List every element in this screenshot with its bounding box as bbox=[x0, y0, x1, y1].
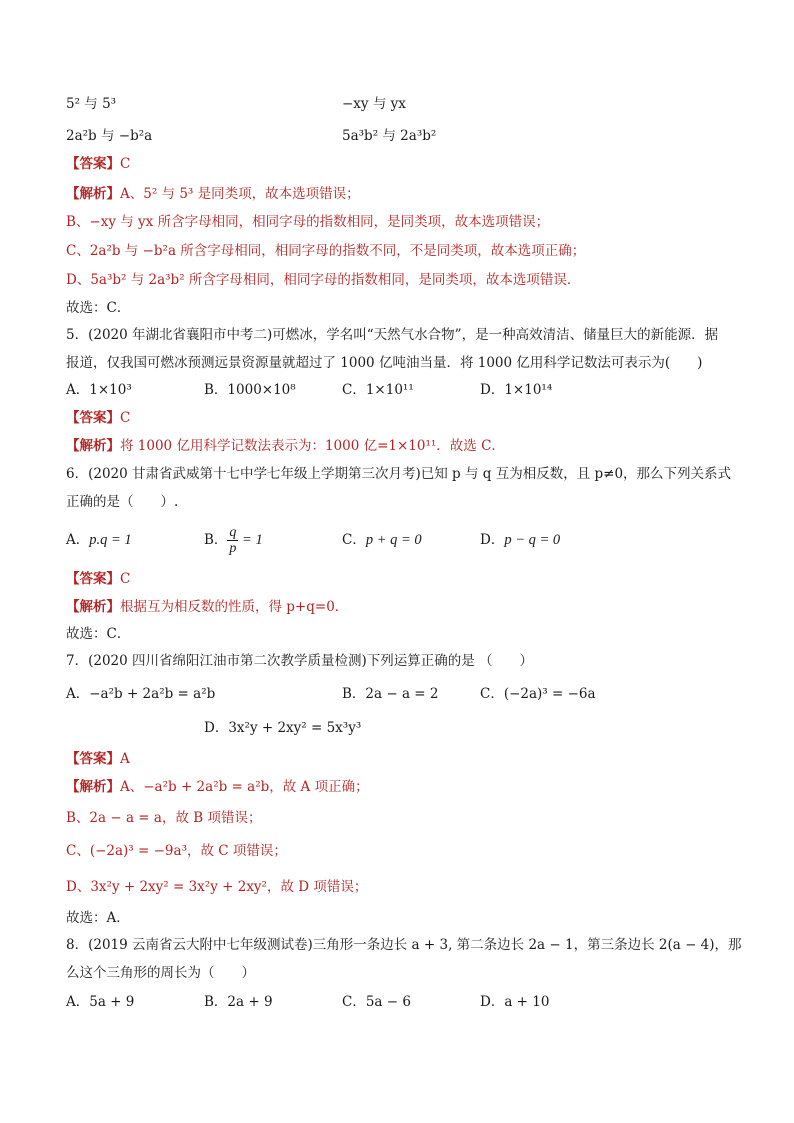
q6-stem-line2: 正确的是（ ）. bbox=[66, 494, 179, 510]
q7-analysis-c: C、(−2a)³ = −9a³，故 C 项错误； bbox=[66, 843, 287, 859]
analysis-text: 根据互为相反数的性质，得 p+q=0． bbox=[120, 599, 349, 615]
analysis-text: 将 1000 亿用科学记数法表示为：1000 亿=1×10¹¹．故选 C． bbox=[120, 438, 505, 454]
q8-option-a: A．5a + 9 bbox=[66, 994, 135, 1010]
q5-option-c: C．1×10¹¹ bbox=[342, 382, 414, 398]
answer-value: C bbox=[120, 156, 131, 172]
option-math: = 1 bbox=[238, 532, 263, 548]
q8-option-c: C．5a − 6 bbox=[342, 994, 411, 1010]
q4-analysis-a bbox=[66, 184, 360, 204]
q6-option-c bbox=[342, 530, 422, 550]
q6-stem-line1: 6．(2020 甘肃省武威第十七中学七年级上学期第三次月考)已知 p 与 q 互为相反数，且 p≠0，那么下列关系式 bbox=[66, 466, 732, 482]
fraction bbox=[227, 525, 238, 556]
numerator: q bbox=[229, 525, 237, 540]
analysis-tag: 【解析】 bbox=[66, 186, 120, 202]
q7-answer bbox=[66, 749, 130, 769]
answer-tag: 【答案】 bbox=[66, 410, 120, 426]
q7-analysis-a bbox=[66, 777, 369, 797]
q5-answer bbox=[66, 408, 130, 428]
q4-analysis-b: B、−xy 与 yx 所含字母相同，相同字母的指数相同，是同类项，故本选项错误； bbox=[66, 214, 550, 230]
option-label: B． bbox=[204, 532, 228, 548]
q4-option-b: −xy 与 yx bbox=[342, 96, 406, 112]
q8-stem-line1: 8．(2019 云南省云大附中七年级测试卷)三角形一条边长 a + 3, 第二条边长 2a − 1，第三条边长 2(a − 4)，那 bbox=[66, 937, 742, 953]
analysis-tag: 【解析】 bbox=[66, 599, 120, 615]
q4-option-c: 2a²b 与 −b²a bbox=[66, 128, 153, 144]
q6-option-a bbox=[66, 530, 132, 550]
answer-tag: 【答案】 bbox=[66, 571, 120, 587]
answer-tag: 【答案】 bbox=[66, 751, 120, 767]
q5-analysis bbox=[66, 436, 505, 456]
analysis-tag: 【解析】 bbox=[66, 438, 120, 454]
q4-analysis-c: C、2a²b 与 −b²a 所含字母相同，相同字母的指数不同，不是同类项，故本选项正确； bbox=[66, 243, 586, 259]
q6-answer bbox=[66, 569, 130, 589]
answer-value: A bbox=[120, 751, 130, 767]
q4-option-a: 5² 与 5³ bbox=[66, 96, 117, 112]
q7-stem: 7．(2020 四川省绵阳江油市第二次教学质量检测)下列运算正确的是 （ ） bbox=[66, 653, 534, 669]
analysis-text: A、5² 与 5³ 是同类项，故本选项错误； bbox=[120, 186, 360, 202]
q5-option-d: D．1×10¹⁴ bbox=[480, 382, 553, 398]
denominator: p bbox=[229, 541, 237, 556]
q7-option-d: D．3x²y + 2xy² = 5x³y³ bbox=[204, 720, 362, 736]
option-math: p − q = 0 bbox=[504, 532, 561, 548]
q7-option-b: B．2a − a = 2 bbox=[342, 686, 439, 702]
answer-tag: 【答案】 bbox=[66, 156, 120, 172]
option-math: p + q = 0 bbox=[365, 532, 422, 548]
q8-option-d: D．a + 10 bbox=[480, 994, 550, 1010]
q7-option-a: A．−a²b + 2a²b = a²b bbox=[66, 686, 216, 702]
option-math: p.q = 1 bbox=[89, 532, 132, 548]
q6-analysis bbox=[66, 597, 348, 617]
q5-option-b: B．1000×10⁸ bbox=[204, 382, 296, 398]
q4-option-d: 5a³b² 与 2a³b² bbox=[342, 128, 437, 144]
q5-stem-line2: 报道，仅我国可燃冰预测远景资源量就超过了 1000 亿吨油当量．将 1000 亿用科学记数法可表示为( ) bbox=[66, 355, 703, 371]
q8-stem-line2: 么这个三角形的周长为（ ） bbox=[66, 965, 255, 981]
q7-option-c: C．(−2a)³ = −6a bbox=[480, 686, 596, 702]
q5-option-a: A．1×10³ bbox=[66, 382, 132, 398]
q6-option-b bbox=[204, 520, 263, 560]
analysis-tag: 【解析】 bbox=[66, 779, 120, 795]
q4-choose: 故选：C． bbox=[66, 300, 131, 316]
q4-answer bbox=[66, 154, 130, 174]
answer-value: C bbox=[120, 571, 131, 587]
option-label: D． bbox=[480, 532, 505, 548]
option-label: A． bbox=[66, 532, 90, 548]
q4-analysis-d: D、5a³b² 与 2a³b² 所含字母相同，相同字母的指数相同，是同类项，故本选项错误． bbox=[66, 272, 581, 288]
q7-analysis-b: B、2a − a = a，故 B 项错误； bbox=[66, 810, 262, 826]
analysis-text: A、−a²b + 2a²b = a²b，故 A 项正确； bbox=[120, 779, 369, 795]
q5-stem-line1: 5．(2020 年湖北省襄阳市中考二)可燃冰，学名叫“天然气水合物”，是一种高效清洁、储量巨大的新能源．据 bbox=[66, 327, 719, 343]
q7-choose: 故选：A． bbox=[66, 910, 130, 926]
q6-option-d bbox=[480, 530, 560, 550]
q6-choose: 故选：C． bbox=[66, 626, 131, 642]
q8-option-b: B．2a + 9 bbox=[204, 994, 273, 1010]
option-label: C． bbox=[342, 532, 366, 548]
q7-analysis-d: D、3x²y + 2xy² = 3x²y + 2xy²，故 D 项错误； bbox=[66, 879, 368, 895]
answer-value: C bbox=[120, 410, 131, 426]
